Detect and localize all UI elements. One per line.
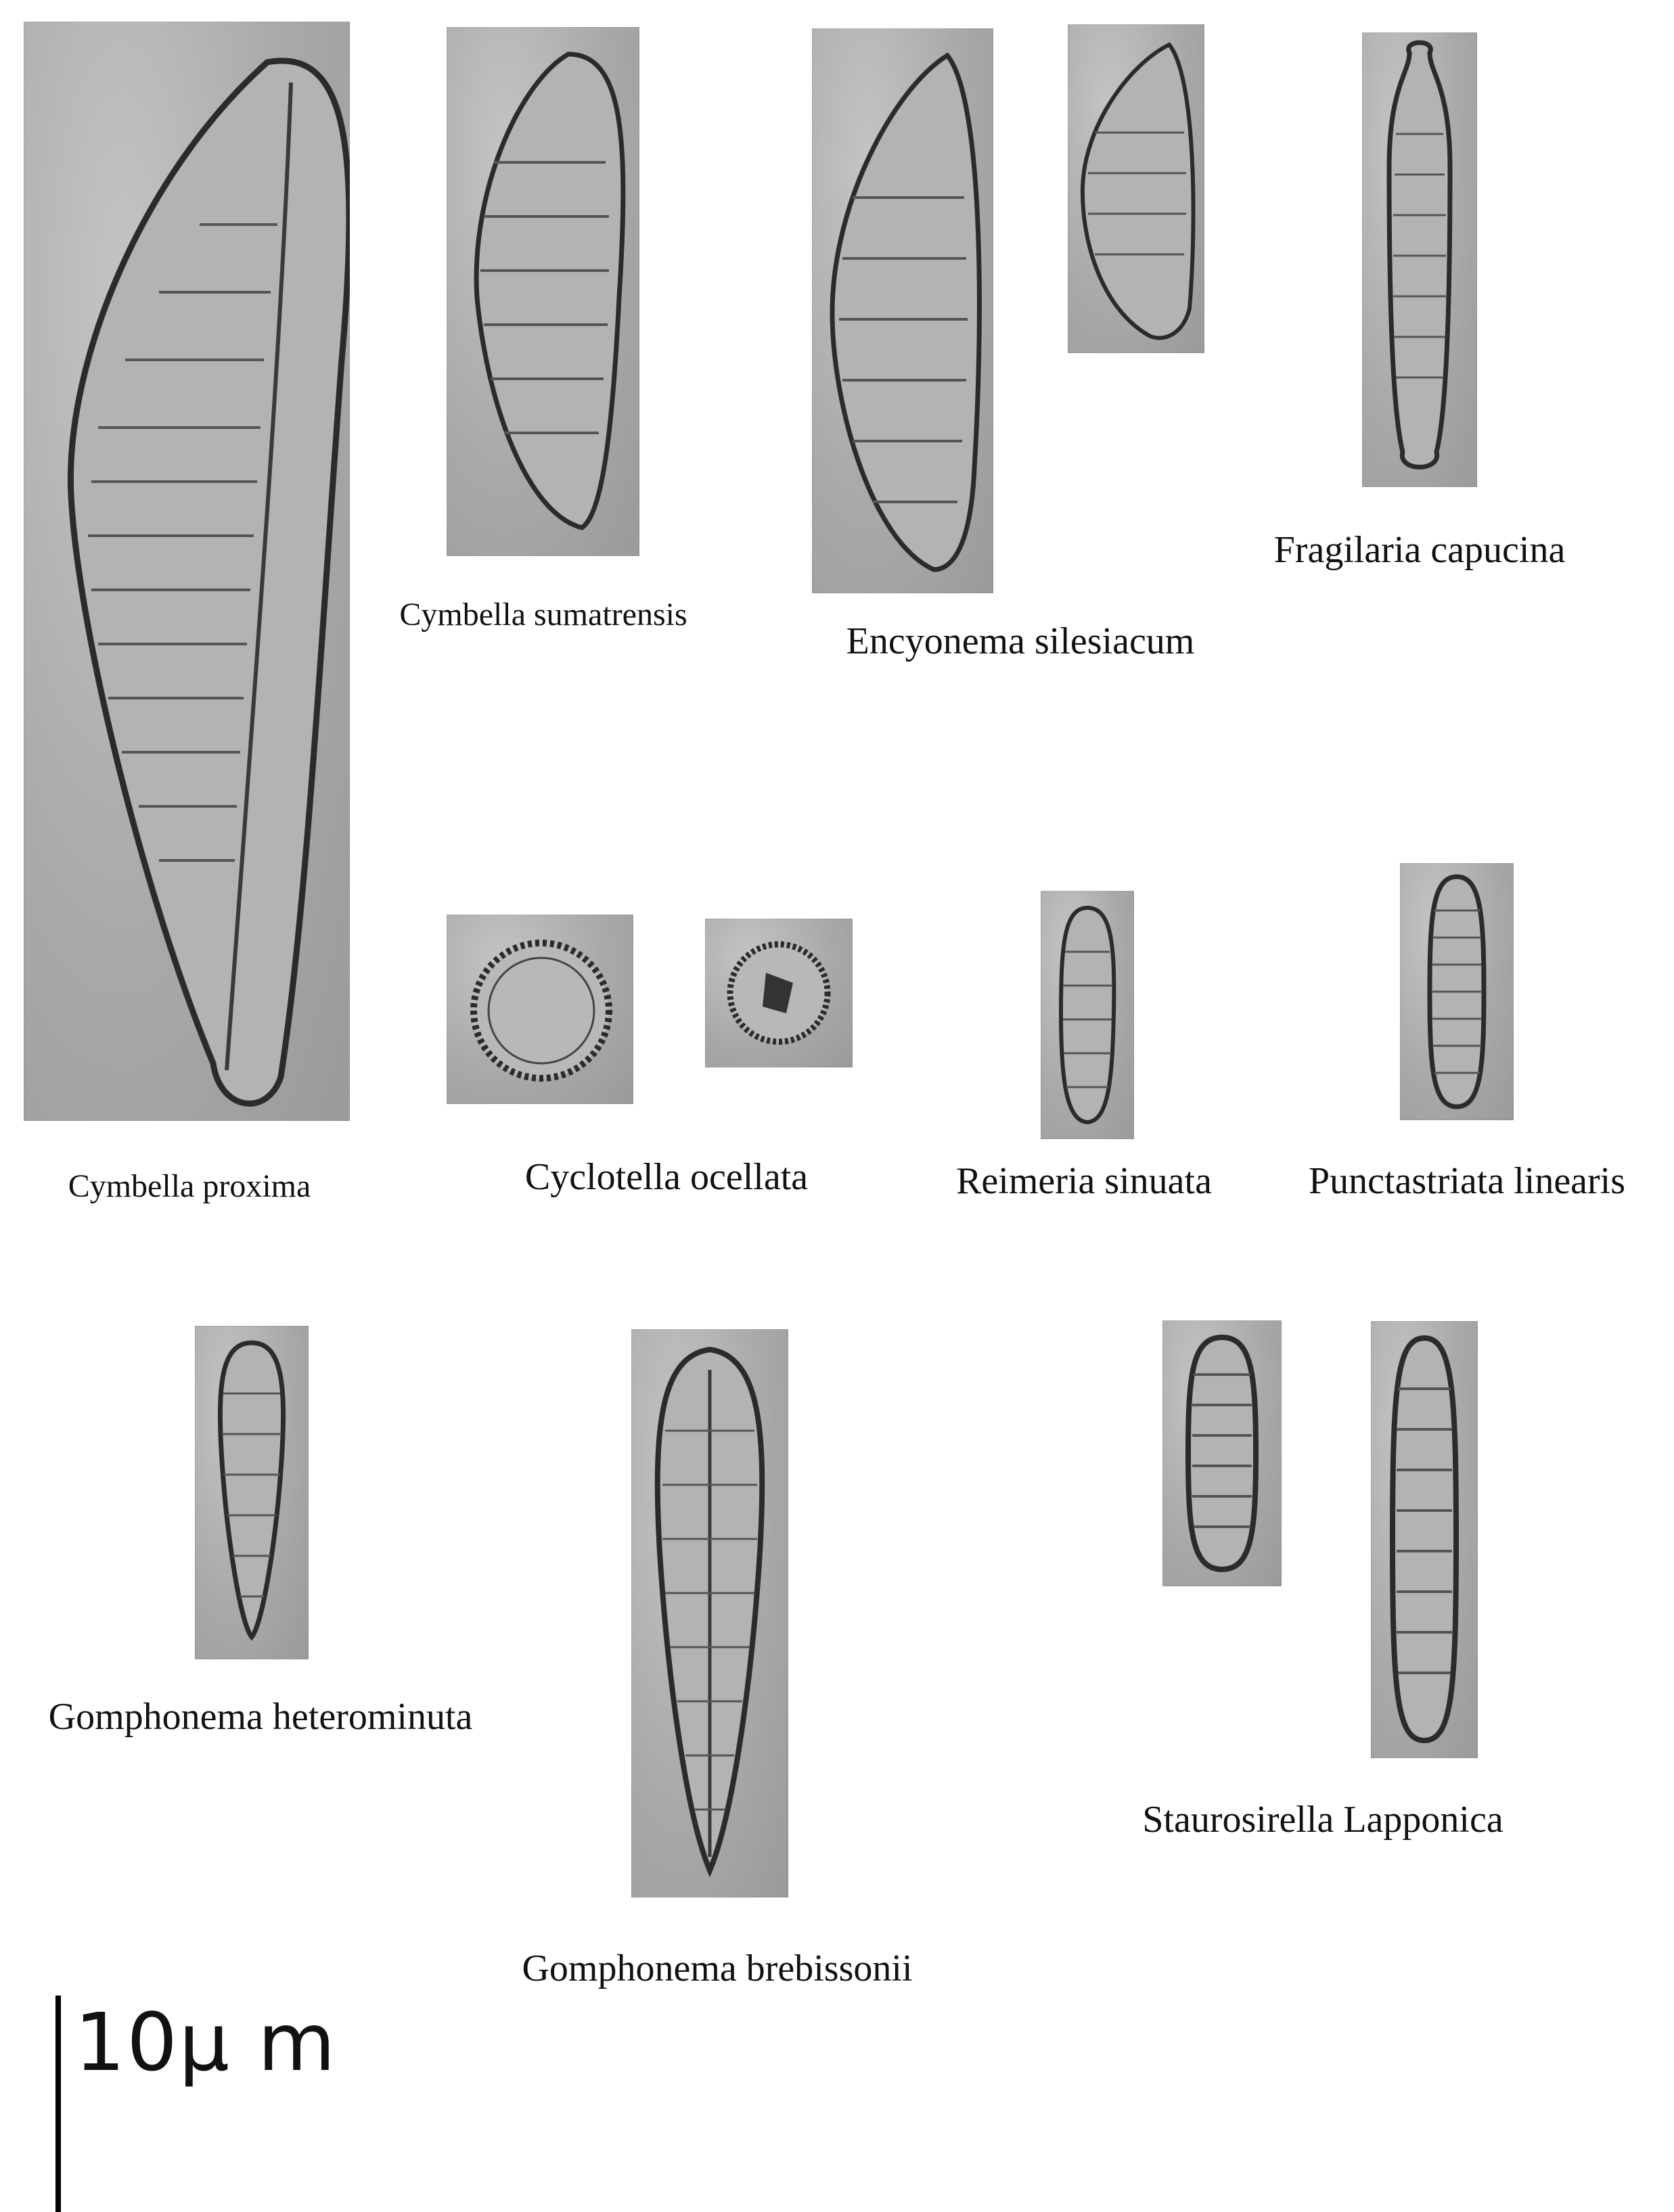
micrograph-cymbella-sumatrensis xyxy=(447,27,639,556)
micrograph-staurosirella-lapponica-a xyxy=(1162,1320,1282,1586)
micrograph-gomphonema-heterominuta xyxy=(195,1326,309,1659)
micrograph-encyonema-silesiacum-b xyxy=(1068,24,1204,353)
micrograph-reimeria-sinuata xyxy=(1041,891,1134,1139)
micrograph-staurosirella-lapponica-b xyxy=(1371,1321,1478,1758)
label-gomphonema-brebissonii: Gomphonema brebissonii xyxy=(522,1948,913,1989)
label-staurosirella-lapponica: Staurosirella Lapponica xyxy=(1142,1799,1503,1841)
micrograph-fragilaria-capucina xyxy=(1362,32,1477,487)
label-fragilaria-capucina: Fragilaria capucina xyxy=(1273,529,1566,571)
micrograph-gomphonema-brebissonii xyxy=(631,1329,788,1897)
scale-bar-label: 10μ m xyxy=(74,1996,337,2089)
micrograph-cyclotella-ocellata-a xyxy=(447,915,633,1104)
label-cyclotella-ocellata: Cyclotella ocellata xyxy=(524,1156,809,1198)
label-cymbella-sumatrensis: Cymbella sumatrensis xyxy=(399,597,687,632)
micrograph-cyclotella-ocellata-b xyxy=(705,919,853,1067)
micrograph-cymbella-proxima xyxy=(24,22,350,1121)
label-reimeria-sinuata: Reimeria sinuata xyxy=(956,1160,1212,1202)
label-gomphonema-heterominuta: Gomphonema heterominuta xyxy=(48,1696,473,1738)
micrograph-encyonema-silesiacum-a xyxy=(812,28,993,593)
micrograph-punctastriata-linearis xyxy=(1400,863,1514,1120)
label-punctastriata-linearis: Punctastriata linearis xyxy=(1308,1160,1626,1202)
label-cymbella-proxima: Cymbella proxima xyxy=(68,1168,311,1204)
label-encyonema-silesiacum: Encyonema silesiacum xyxy=(846,620,1195,662)
scale-bar-line xyxy=(55,1996,61,2212)
